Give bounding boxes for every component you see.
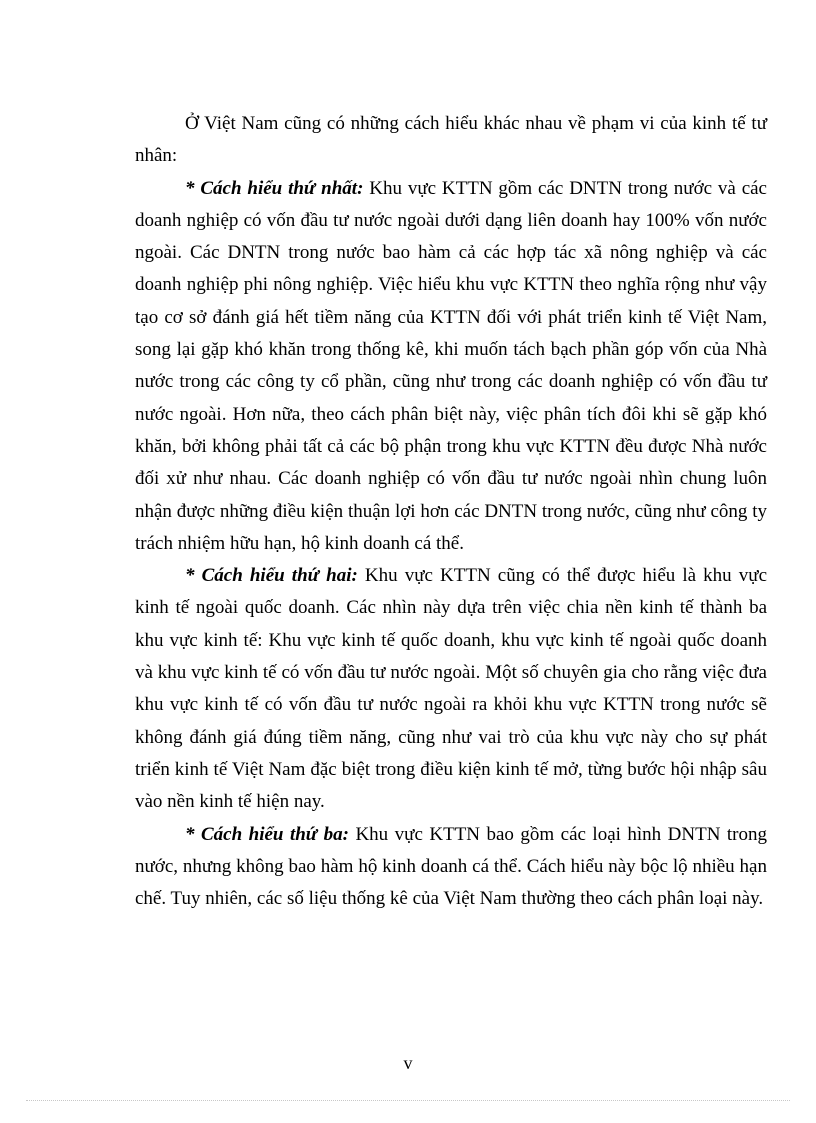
body-text <box>135 108 767 915</box>
second-understanding-text: Khu vực KTTN cũng có thể được hiểu là khu vực kinh tế ngoài quốc doanh. Các nhìn này dựa trên việc chia nền kinh tế thành ba khu vực kinh tế: Khu vực kinh tế quốc doanh, khu vực kinh tế ngoài quốc doanh và khu vực kinh tế có vốn đầu tư nước ngoài. Một số chuyên gia cho rằng việc đưa khu vực kinh tế có vốn đầu tư nước ngoài ra khỏi khu vực KTTN trong nước sẽ không đánh giá đúng tiềm năng, cũng như vai trò của khu vực này cho sự phát triển kinh tế Việt Nam đặc biệt trong điều kiện kinh tế mở, từng bước hội nhập sâu vào nền kinh tế hiện nay. <box>135 565 767 813</box>
third-understanding-text: Khu vực KTTN bao gồm các loại hình DNTN trong nước, nhưng không bao hàm hộ kinh doanh cá thể. Cách hiểu này bộc lộ nhiều hạn chế. Tuy nhiên, các số liệu thống kê của Việt Nam thường theo cách phân loại này. <box>135 823 768 910</box>
first-understanding-text: Khu vực KTTN gồm các DNTN trong nước và các doanh nghiệp có vốn đầu tư nước ngoài dưới dạng liên doanh hay 100% vốn nước ngoài. Các DNTN trong nước bao hàm cả các hợp tác xã nông nghiệp và các doanh nghiệp phi nông nghiệp. Việc hiểu khu vực KTTN theo nghĩa rộng như vậy tạo cơ sở đánh giá hết tiềm năng của KTTN đối với phát triển kinh tế Việt Nam, song lại gặp khó khăn trong thống kê, khi muốn tách bạch phần góp vốn của Nhà nước trong các công ty cổ phần, cũng như trong các doanh nghiệp có vốn đầu tư nước ngoài. Hơn nữa, theo cách phân biệt này, việc phân tích đôi khi sẽ gặp khó khăn, bởi không phải tất cả các bộ phận trong khu vực KTTN đều được Nhà nước đối xử như nhau. Các doanh nghiệp có vốn đầu tư nước ngoài nhìn chung luôn nhận được những điều kiện thuận lợi hơn các DNTN trong nước, cũng như công ty trách nhiệm hữu hạn, hộ kinh doanh cá thể. <box>135 177 767 554</box>
paragraph-third-understanding <box>135 819 767 916</box>
intro-paragraph: Ở Việt Nam cũng có những cách hiểu khác nhau về phạm vi của kinh tế tư nhân: <box>135 113 767 167</box>
paragraph-first-understanding <box>135 173 767 561</box>
paragraph-second-understanding <box>135 560 767 818</box>
second-understanding-heading: * Cách hiểu thứ hai: <box>185 565 358 587</box>
page-bottom-rule <box>26 1100 790 1101</box>
page-number: v <box>403 1053 413 1073</box>
third-understanding-heading: * Cách hiểu thứ ba: <box>185 823 349 845</box>
first-understanding-heading: * Cách hiểu thứ nhất: <box>185 177 364 199</box>
